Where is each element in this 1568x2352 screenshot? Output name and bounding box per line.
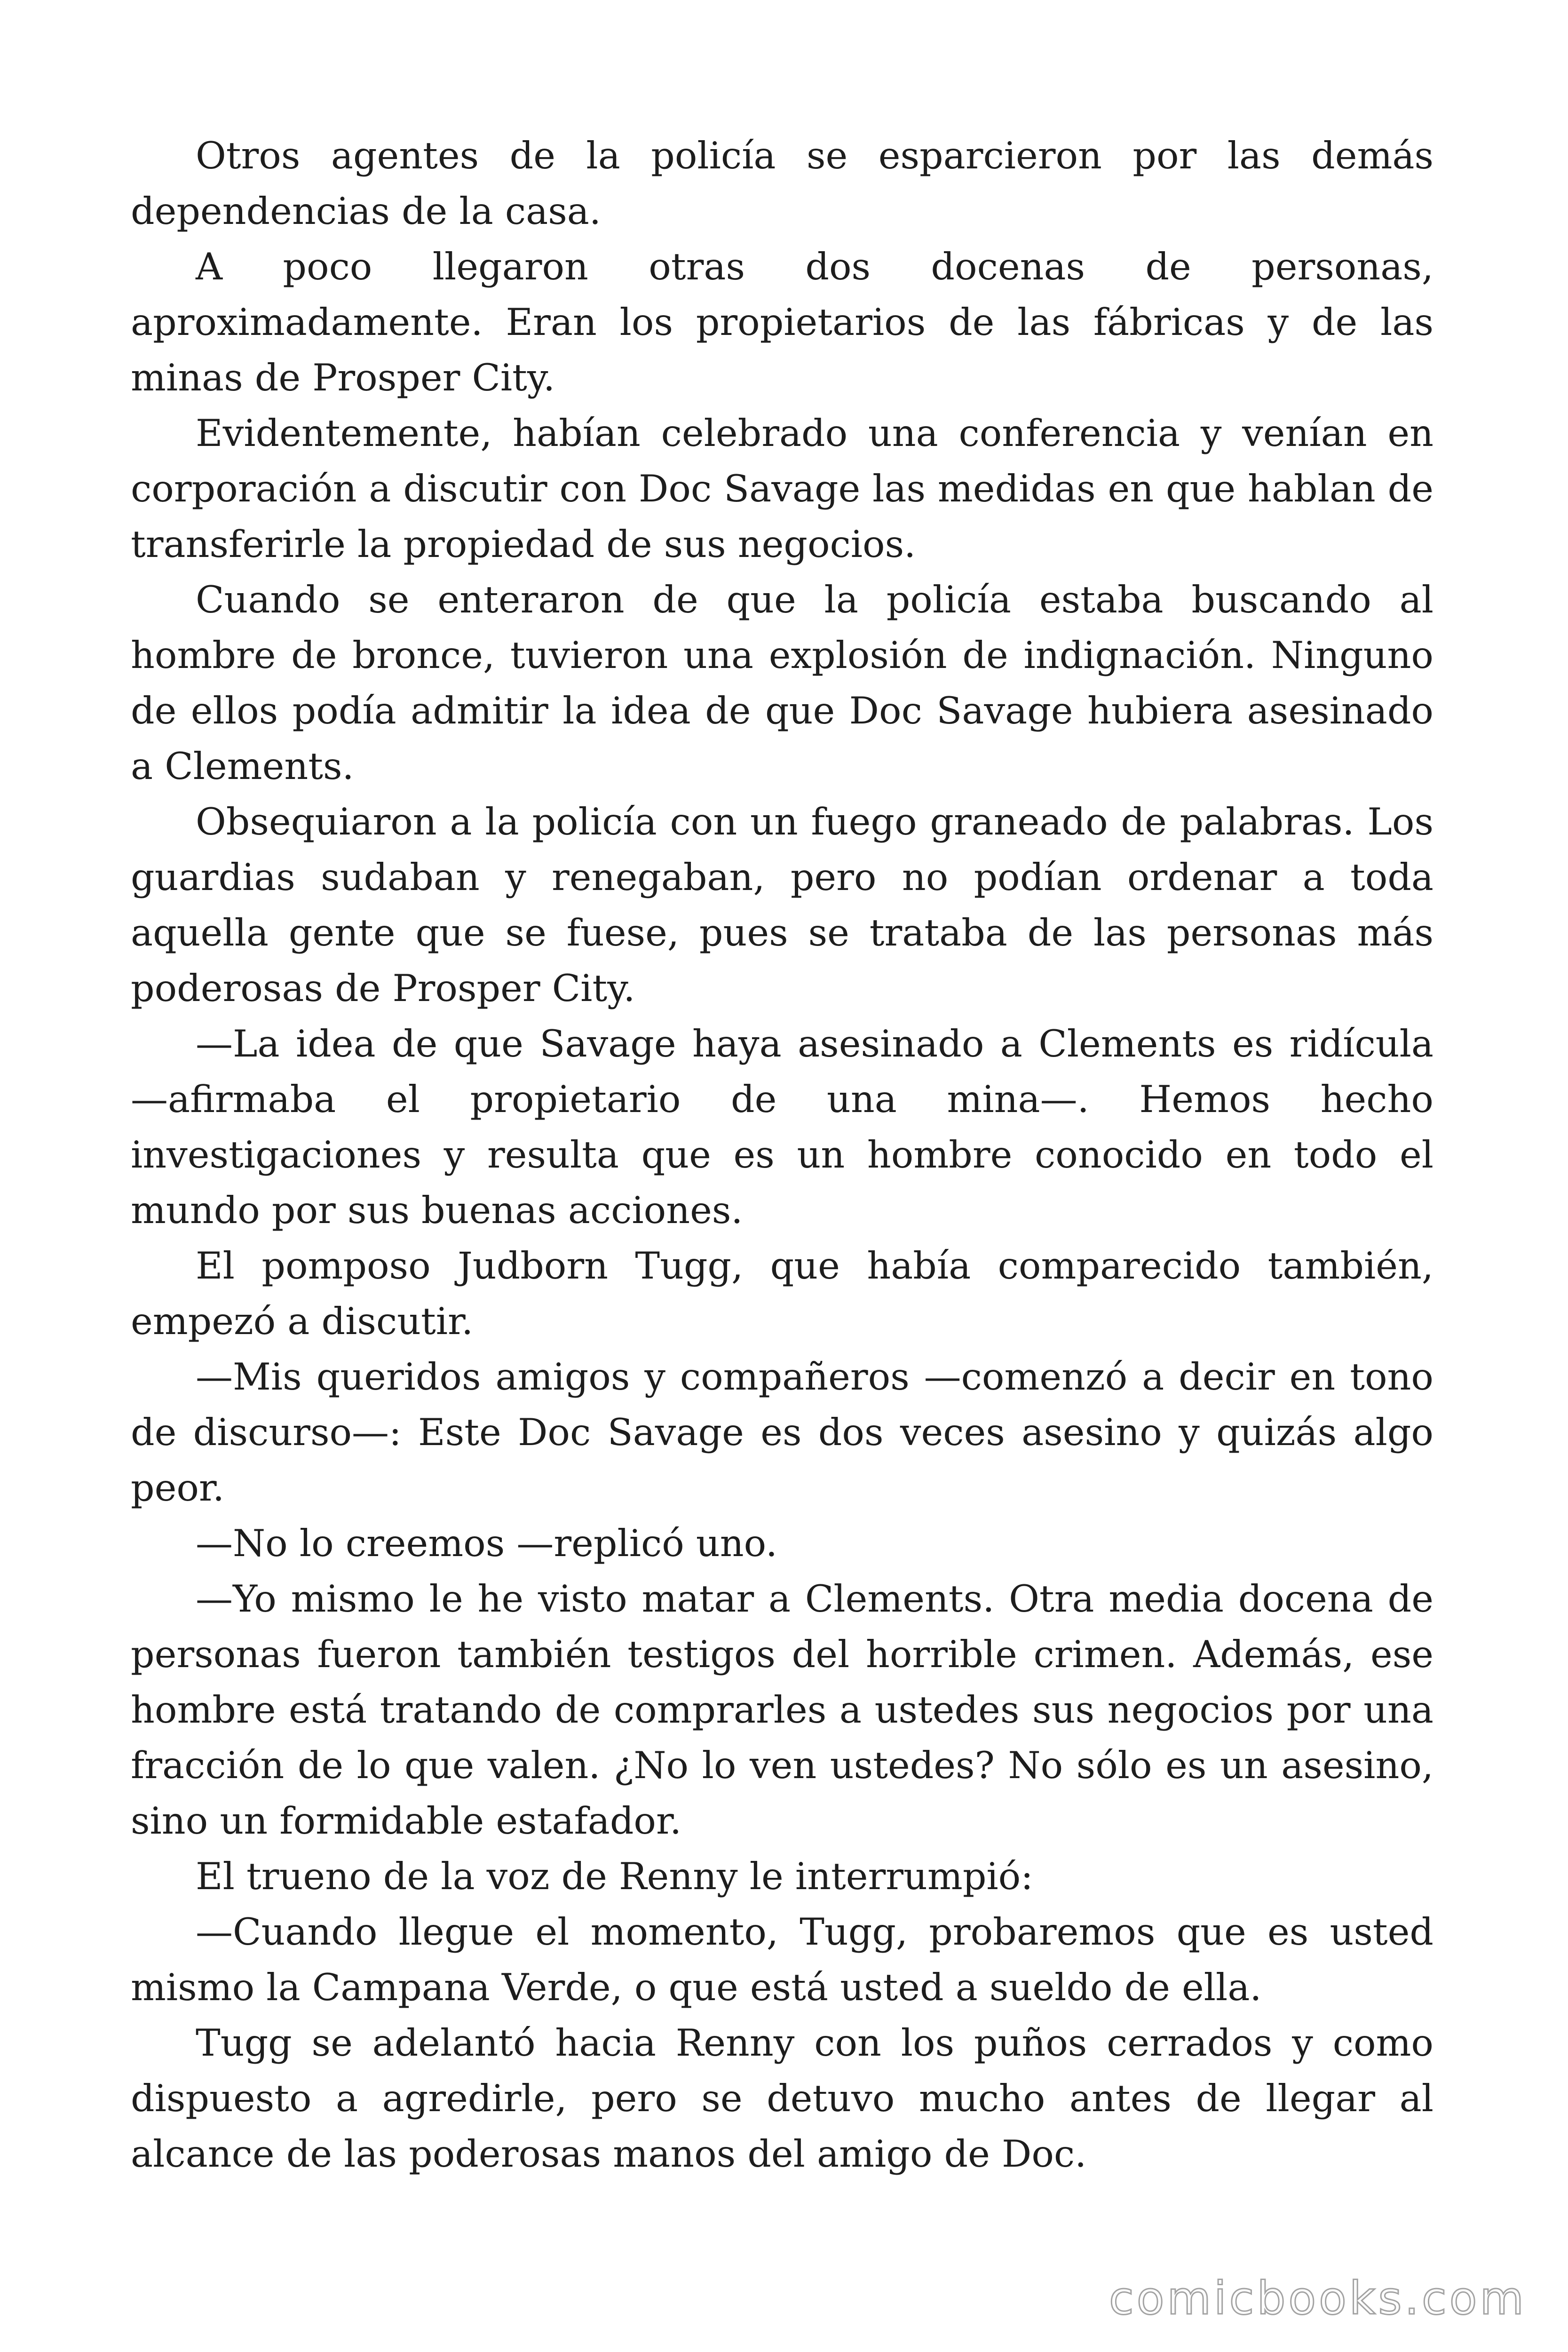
paragraph: A poco llegaron otras dos docenas de personas, aproximadamente. Eran los propietarios de las fábricas y de las minas de Prosper City. (131, 245, 1433, 399)
paragraph: Tugg se adelantó hacia Renny con los puños cerrados y como dispuesto a agredirle, pero se detuvo mucho antes de llegar al alcance de las poderosas manos del amigo de Doc. (131, 2021, 1433, 2176)
paragraph: El trueno de la voz de Renny le interrumpió: (196, 1855, 1033, 1898)
paragraph: El pomposo Judborn Tugg, que había comparecido también, empezó a discutir. (131, 1244, 1433, 1343)
paragraph: Otros agentes de la policía se esparcieron por las demás dependencias de la casa. (131, 134, 1433, 233)
paragraph: —No lo creemos —replicó uno. (196, 1522, 777, 1565)
paragraph: Evidentemente, habían celebrado una conferencia y venían en corporación a discutir con Doc Savage las medidas en que hablan de transferirle la propiedad de sus negocios. (131, 412, 1433, 566)
paragraph: Cuando se enteraron de que la policía estaba buscando al hombre de bronce, tuvieron una explosión de indignación. Ninguno de ellos podía admitir la idea de que Doc Savage hubiera asesinado a Clements. (131, 578, 1433, 788)
watermark: comicbooks.com (1109, 2272, 1527, 2325)
paragraph: —Yo mismo le he visto matar a Clements. Otra media docena de personas fueron también testigos del horrible crimen. Además, ese hombre está tratando de comprarles a ustedes sus negocios por una fracción de lo que valen. ¿No lo ven ustedes? No sólo es un asesino, sino un formidable estafador. (131, 1577, 1433, 1843)
paragraph: —Cuando llegue el momento, Tugg, probaremos que es usted mismo la Campana Verde, o que está usted a sueldo de ella. (131, 1910, 1433, 2009)
paragraph: —La idea de que Savage haya asesinado a Clements es ridícula —afirmaba el propietario de una mina—. Hemos hecho investigaciones y resulta que es un hombre conocido en todo el mundo por sus buenas acciones. (131, 1022, 1433, 1232)
paragraph: Obsequiaron a la policía con un fuego graneado de palabras. Los guardias sudaban y renegaban, pero no podían ordenar a toda aquella gente que se fuese, pues se trataba de las personas más poderosas de Prosper City. (131, 800, 1433, 1010)
paragraph: —Mis queridos amigos y compañeros —comenzó a decir en tono de discurso—: Este Doc Savage es dos veces asesino y quizás algo peor. (131, 1355, 1433, 1510)
page-body (131, 128, 1433, 2182)
